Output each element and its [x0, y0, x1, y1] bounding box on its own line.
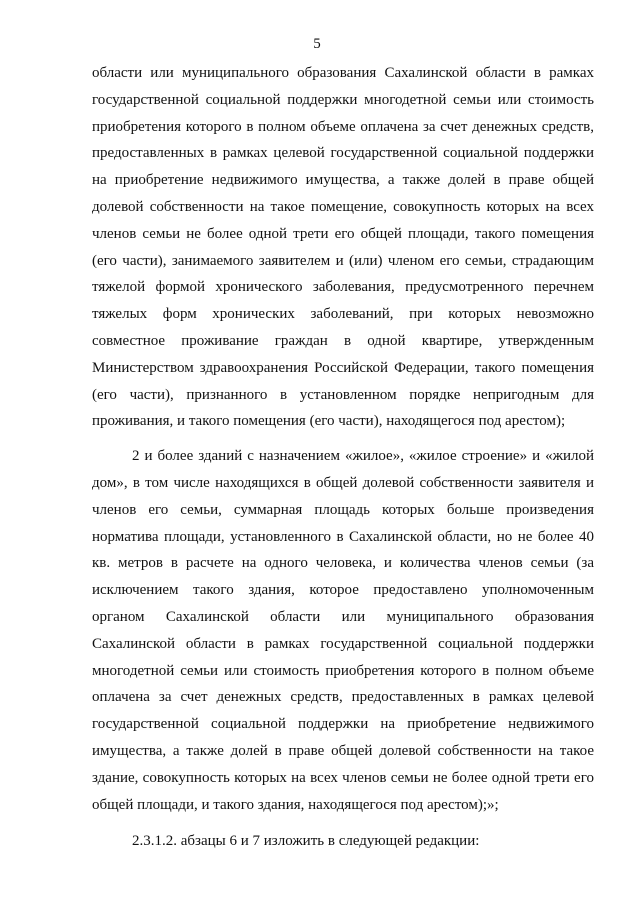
text-line: здание, совокупность которых на всех членов семьи не более одной трети его [92, 769, 594, 786]
text-line: (его части), признанного в установленном порядке непригодным для [92, 386, 594, 403]
text-line: Сахалинской области в рамках государственной социальной поддержки [92, 635, 594, 652]
text-line: Министерством здравоохранения Российской Федерации, такого помещения [92, 359, 594, 376]
text-line: тяжелой формой хронического заболевания, предусмотренного перечнем [92, 279, 594, 296]
text-line: норматива площади, установленного в Сахалинской области, но не более 40 [92, 528, 594, 545]
text-line: совместное проживание граждан в одной квартире, утвержденным [92, 332, 594, 349]
paragraph-gap [92, 818, 594, 828]
text-line: оплачена за счет денежных средств, предоставленных в рамках целевой [92, 689, 594, 706]
text-line: исключением такого здания, которое предоставлено уполномоченным [92, 582, 594, 599]
text-line: долевой собственности на такое помещение, совокупность которых на всех [92, 198, 594, 215]
text-line: органом Сахалинской области или муниципального образования [92, 608, 594, 625]
page-number: 5 [313, 36, 321, 52]
text-line: проживания, и такого помещения (его части), находящегося под арестом); [92, 413, 566, 430]
text-line: предоставленных в рамках целевой государственной социальной поддержки [92, 145, 594, 162]
text-line: области или муниципального образования Сахалинской области в рамках [92, 65, 594, 81]
text-line: членов семьи не более одной трети его общей площади, такого помещения [92, 225, 594, 242]
text-line: на приобретение недвижимого имущества, а также долей в праве общей [92, 172, 594, 189]
text-line: (его части), занимаемого заявителем и (или) членом его семьи, страдающим [92, 252, 594, 269]
text-line: государственной социальной поддержки многодетной семьи или стоимость [92, 91, 594, 108]
text-line: кв. метров в расчете на одного человека, и количества членов семьи (за [92, 555, 594, 572]
text-line: имущества, а также долей в праве общей долевой собственности на такое [92, 742, 594, 759]
text-line: приобретения которого в полном объеме оплачена за счет денежных средств, [92, 118, 594, 135]
paragraph-2 [92, 443, 594, 818]
text-line: дом», в том числе находящихся в общей долевой собственности заявителя и [92, 474, 594, 491]
paragraph-gap [92, 435, 594, 443]
text-line: членов его семьи, суммарная площадь которых больше произведения [92, 501, 594, 518]
text-line: многодетной семьи или стоимость приобретения которого в полном объеме [92, 662, 594, 679]
document-body [92, 60, 594, 855]
text-line: 2.3.1.2. абзацы 6 и 7 изложить в следующей редакции: [132, 833, 480, 850]
text-line: общей площади, и такого здания, находящегося под арестом);»; [92, 796, 499, 813]
text-line: 2 и более зданий с назначением «жилое», «жилое строение» и «жилой [132, 448, 594, 465]
text-line: тяжелых форм хронических заболеваний, при которых невозможно [92, 306, 594, 323]
paragraph-1 [92, 60, 594, 435]
paragraph-3 [92, 828, 594, 855]
text-line: государственной социальной поддержки на приобретение недвижимого [92, 716, 594, 733]
